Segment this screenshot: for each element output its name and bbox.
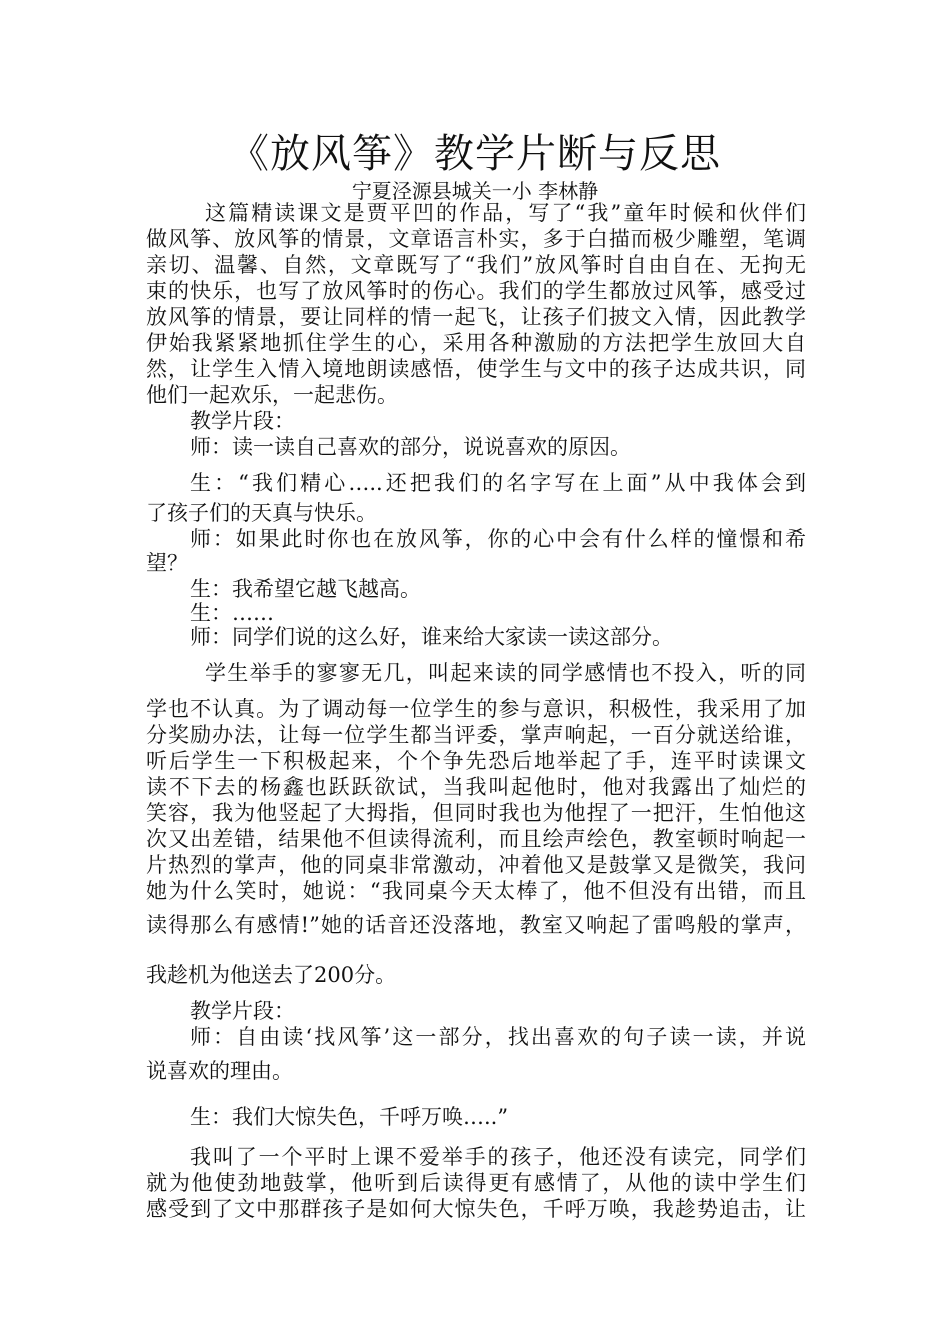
text-line: 读不下去的杨鑫也跃跃欲试，当我叫起他时，他对我露出了灿烂的 bbox=[146, 775, 806, 799]
section-heading: 教学片段： bbox=[190, 409, 295, 433]
text-line: 亲切、温馨、自然，文章既写了“我们”放风筝时自由自在、无拘无 bbox=[146, 253, 806, 277]
dialogue-line: 生：我希望它越飞越高。 bbox=[190, 577, 421, 601]
section-heading: 教学片段： bbox=[190, 999, 295, 1023]
text-line: 这篇精读课文是贾平凹的作品，写了“我”童年时候和伙伴们 bbox=[205, 201, 806, 225]
dialogue-line: 师：如果此时你也在放风筝，你的心中会有什么样的憧憬和希 bbox=[190, 527, 806, 551]
text-line: 然，让学生入情入境地朗读感悟，使学生与文中的孩子达成共识，同 bbox=[146, 357, 806, 381]
author-line: 宁夏泾源县城关一小 李林静 bbox=[351, 179, 599, 203]
text-line: 了孩子们的天真与快乐。 bbox=[146, 501, 377, 525]
document-title: 《放风筝》教学片断与反思 bbox=[229, 131, 721, 177]
text-line: 放风筝的情景，要让同样的情一起飞，让孩子们披文入情，因此教学 bbox=[146, 305, 806, 329]
text-line: 感受到了文中那群孩子是如何大惊失色，千呼万唤，我趁势追击，让 bbox=[146, 1197, 806, 1221]
dialogue-line: 生：“我们精心…..还把我们的名字写在上面”从中我体会到 bbox=[190, 471, 806, 495]
text-line: 伊始我紧紧地抓住学生的心，采用各种激励的方法把学生放回大自 bbox=[146, 331, 806, 355]
text-line: 她为什么笑时，她说：“我同桌今天太棒了，他不但没有出错，而且 bbox=[146, 879, 806, 903]
dialogue-line: 师：同学们说的这么好，谁来给大家读一读这部分。 bbox=[190, 625, 673, 649]
dialogue-line: 生：…… bbox=[190, 601, 274, 625]
text-line: 片热烈的掌声，他的同桌非常激动，冲着他又是鼓掌又是微笑，我问 bbox=[146, 853, 806, 877]
text-line: 笑容，我为他竖起了大拇指，但同时我也为他捏了一把汗，生怕他这 bbox=[146, 801, 806, 825]
text-line: 次又出差错，结果他不但读得流利，而且绘声绘色，教室顿时响起一 bbox=[146, 827, 806, 851]
text-line: 读得那么有感情!”她的话音还没落地，教室又响起了雷鸣般的掌声， bbox=[146, 913, 806, 937]
text-line: 听后学生一下积极起来，个个争先恐后地举起了手，连平时读课文 bbox=[146, 749, 806, 773]
dialogue-line: 师：自由读‘找风筝’这一部分，找出喜欢的句子读一读，并说 bbox=[190, 1025, 806, 1049]
text-line: 分奖励办法，让每一位学生都当评委，掌声响起，一百分就送给谁， bbox=[146, 723, 806, 747]
text-line: 束的快乐，也写了放风筝时的伤心。我们的学生都放过风筝，感受过 bbox=[146, 279, 806, 303]
text-line: 他们一起欢乐，一起悲伤。 bbox=[146, 383, 398, 407]
text-line: 我叫了一个平时上课不爱举手的孩子，他还没有读完，同学们 bbox=[190, 1145, 806, 1169]
text-line: 望？ bbox=[146, 551, 188, 575]
text-line: 说喜欢的理由。 bbox=[146, 1059, 293, 1083]
dialogue-line: 生：我们大惊失色，千呼万唤…..” bbox=[190, 1105, 509, 1129]
dialogue-line: 师：读一读自己喜欢的部分，说说喜欢的原因。 bbox=[190, 435, 631, 459]
text-line: 学也不认真。为了调动每一位学生的参与意识，积极性，我采用了加 bbox=[146, 697, 806, 721]
text-line: 我趁机为他送去了200分。 bbox=[146, 963, 397, 987]
text-line: 做风筝、放风筝的情景，文章语言朴实，多于白描而极少雕塑，笔调 bbox=[146, 227, 806, 251]
text-line: 学生举手的寥寥无几，叫起来读的同学感情也不投入，听的同 bbox=[205, 661, 806, 685]
text-line: 就为他使劲地鼓掌，他听到后读得更有感情了，从他的读中学生们 bbox=[146, 1171, 806, 1195]
